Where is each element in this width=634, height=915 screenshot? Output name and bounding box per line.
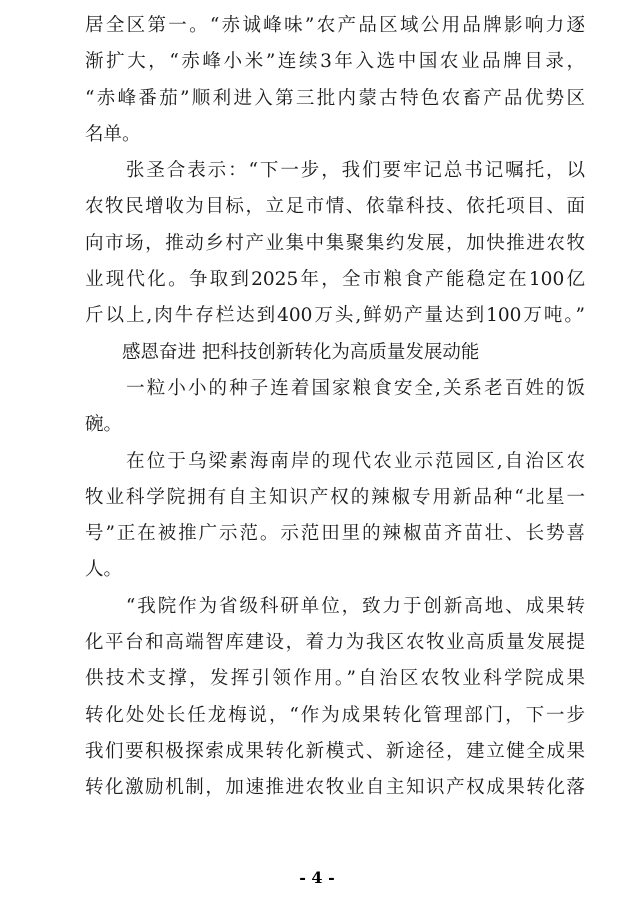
page-number: - 4 - bbox=[299, 868, 335, 887]
text-line: 居全区第一。“赤诚峰味”农产品区域公用品牌影响力逐 bbox=[85, 15, 585, 36]
text-line: 化平台和高端智库建设，着力为我区农牧业高质量发展提 bbox=[85, 632, 585, 654]
text-line: 一粒小小的种子连着国家粮食安全,关系老百姓的饭 bbox=[85, 377, 585, 399]
text-line: 碗。 bbox=[85, 414, 123, 436]
text-line: 业现代化。争取到2025年，全市粮食产能稳定在100亿 bbox=[85, 269, 585, 291]
text-line: 斤以上,肉牛存栏达到400万头,鲜奶产量达到100万吨。” bbox=[85, 305, 585, 327]
text-line: 在位于乌梁素海南岸的现代农业示范园区,自治区农 bbox=[85, 450, 585, 472]
section-heading: 感恩奋进 把科技创新转化为高质量发展动能 bbox=[85, 341, 480, 363]
text-line: 转化处处长任龙梅说，“作为成果转化管理部门，下一步 bbox=[85, 704, 585, 726]
text-line: 号”正在被推广示范。示范田里的辣椒苗齐苗壮、长势喜 bbox=[85, 523, 585, 545]
text-line: 供技术支撑，发挥引领作用。”自治区农牧业科学院成果 bbox=[85, 668, 585, 690]
text-line: 农牧民增收为目标，立足市情、依靠科技、依托项目、面 bbox=[85, 196, 585, 218]
text-line: “我院作为省级科研单位，致力于创新高地、成果转 bbox=[85, 595, 585, 617]
text-line: 我们要积极探索成果转化新模式、新途径，建立健全成果 bbox=[85, 740, 585, 762]
text-line: 转化激励机制，加速推进农牧业自主知识产权成果转化落 bbox=[85, 777, 585, 799]
text-line: 牧业科学院拥有自主知识产权的辣椒专用新品种“北星一 bbox=[85, 486, 585, 508]
text-line: “赤峰番茄”顺利进入第三批内蒙古特色农畜产品优势区 bbox=[85, 87, 585, 109]
text-line: 人。 bbox=[85, 559, 123, 581]
text-line: 向市场，推动乡村产业集中集聚集约发展，加快推进农牧 bbox=[85, 232, 585, 254]
text-line: 名单。 bbox=[85, 123, 141, 145]
document-body bbox=[85, 8, 585, 807]
text-line: 张圣合表示：“下一步，我们要牢记总书记嘱托，以 bbox=[85, 160, 585, 182]
text-line: 渐扩大，“赤峰小米”连续3年入选中国农业品牌目录， bbox=[85, 51, 585, 73]
